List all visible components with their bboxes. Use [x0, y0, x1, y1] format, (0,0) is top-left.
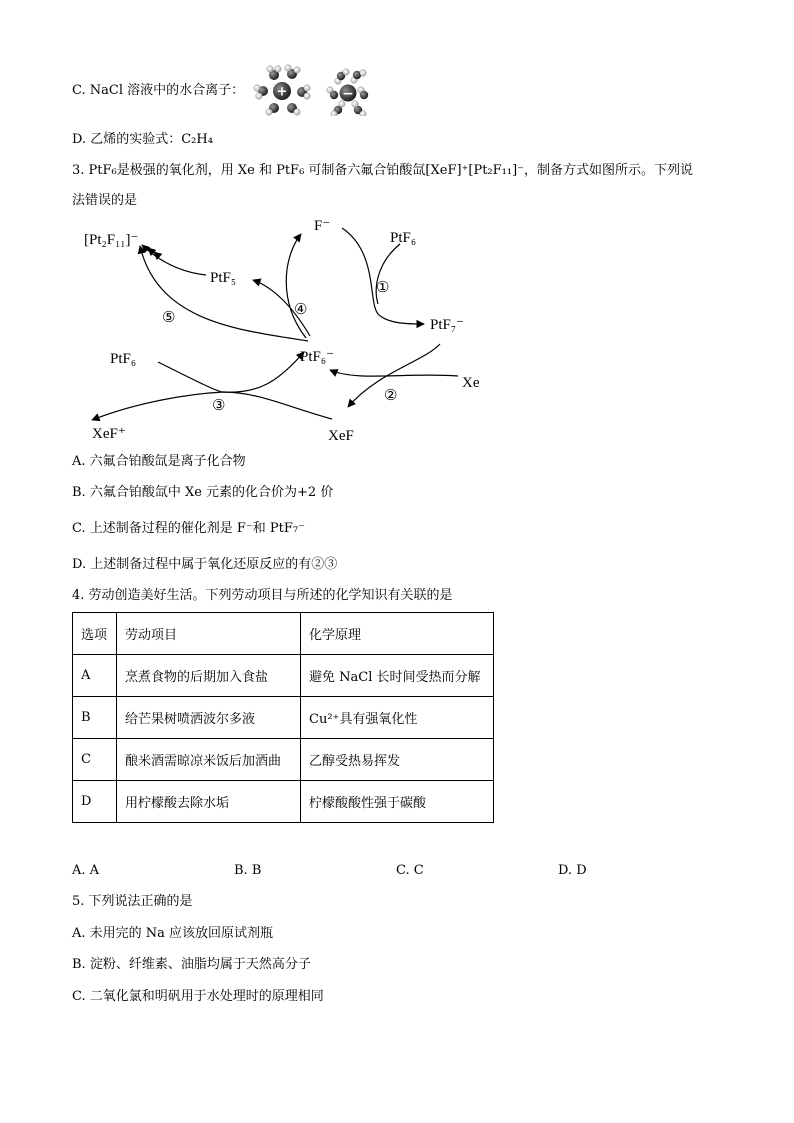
node-ptf5: PtF₅	[210, 270, 237, 286]
curve-to-ptf5	[160, 252, 313, 338]
table-cell: 用柠檬酸去除水垢	[117, 781, 301, 823]
table-cell: B	[73, 697, 117, 739]
table-header-row	[73, 613, 494, 655]
arrow-step-2-xe	[330, 370, 458, 376]
table-row	[73, 781, 494, 823]
node-ptf6-minus: PtF₆⁻	[300, 349, 334, 365]
q3-option-d: D. 上述制备过程中属于氧化还原反应的有②③	[72, 557, 338, 572]
q3-stem-line1: 3. PtF₆是极强的氧化剂，用 Xe 和 PtF₆ 可制备六氟合铂酸氙[XeF]⁺[Pt₂F₁₁]⁻，制备方式如图所示。下列说	[72, 163, 694, 178]
table-cell: 避免 NaCl 长时间受热而分解	[301, 655, 494, 697]
table-cell: D	[73, 781, 117, 823]
table-header-cell: 化学原理	[301, 613, 494, 655]
table-row	[73, 739, 494, 781]
arrow-ptf5-pt2f11	[142, 245, 206, 275]
q4-table	[72, 612, 494, 823]
q4-answer-a: A. A	[72, 863, 100, 878]
table-cell: 乙醇受热易挥发	[301, 739, 494, 781]
q3-option-a: A. 六氟合铂酸氙是离子化合物	[72, 454, 246, 469]
q4-answer-d: D. D	[558, 863, 587, 878]
table-cell: C	[73, 739, 117, 781]
table-cell: 柠檬酸酸性强于碳酸	[301, 781, 494, 823]
arrow-step-3-up	[158, 352, 304, 392]
node-ptf6-left: PtF₆	[110, 351, 137, 367]
table-row	[73, 655, 494, 697]
node-ptf6-top: PtF₆	[390, 230, 417, 246]
reaction-cycle-diagram	[78, 212, 498, 450]
q3-option-c: C. 上述制备过程的催化剂是 F⁻和 PtF₇⁻	[72, 521, 305, 536]
step-4-label: ④	[294, 302, 308, 318]
table-row	[73, 697, 494, 739]
table-header-cell: 选项	[73, 613, 117, 655]
table-cell: 给芒果树喷洒波尔多液	[117, 697, 301, 739]
q5-stem: 5. 下列说法正确的是	[72, 894, 193, 909]
node-f-minus: F⁻	[314, 218, 331, 234]
step-2-label: ②	[384, 388, 398, 404]
q4-answer-c: C. C	[396, 863, 424, 878]
node-xef: XeF	[328, 428, 354, 444]
table-cell: 酿米酒需晾凉米饭后加酒曲	[117, 739, 301, 781]
hydrated-ions-image	[250, 64, 375, 116]
q2-option-c	[72, 82, 244, 100]
q5-option-b: B. 淀粉、纤维素、油脂均属于天然高分子	[72, 957, 311, 972]
q2-option-d: D. 乙烯的实验式：C₂H₄	[72, 132, 213, 147]
q3-stem-line2: 法错误的是	[72, 193, 138, 208]
q5-option-c: C. 二氧化氯和明矾用于水处理时的原理相同	[72, 989, 324, 1004]
node-ptf7-minus: PtF₇⁻	[430, 317, 464, 333]
step-5-label: ⑤	[162, 310, 176, 326]
q4-answer-b: B. B	[234, 863, 262, 878]
table-header-cell: 劳动项目	[117, 613, 301, 655]
arrow-step-4	[286, 234, 306, 338]
step-3-label: ③	[212, 398, 226, 414]
q5-option-a: A. 未用完的 Na 应该放回原试剂瓶	[72, 926, 274, 941]
table-cell: 烹煮食物的后期加入食盐	[117, 655, 301, 697]
q4-stem: 4. 劳动创造美好生活。下列劳动项目与所述的化学知识有关联的是	[72, 588, 453, 603]
step-1-label: ①	[376, 280, 390, 296]
table-cell: A	[73, 655, 117, 697]
svg-text:−: −	[342, 86, 354, 102]
node-xef-plus: XeF⁺	[92, 426, 126, 442]
node-xe: Xe	[462, 375, 480, 391]
q3-option-b: B. 六氟合铂酸氙中 Xe 元素的化合价为+2 价	[72, 485, 334, 500]
table-cell: Cu²⁺具有强氧化性	[301, 697, 494, 739]
q2-option-c-label: C. NaCl 溶液中的水合离子：	[72, 83, 245, 98]
node-pt2f11: [Pt₂F₁₁]⁻	[84, 232, 139, 248]
svg-text:+: +	[276, 84, 288, 100]
